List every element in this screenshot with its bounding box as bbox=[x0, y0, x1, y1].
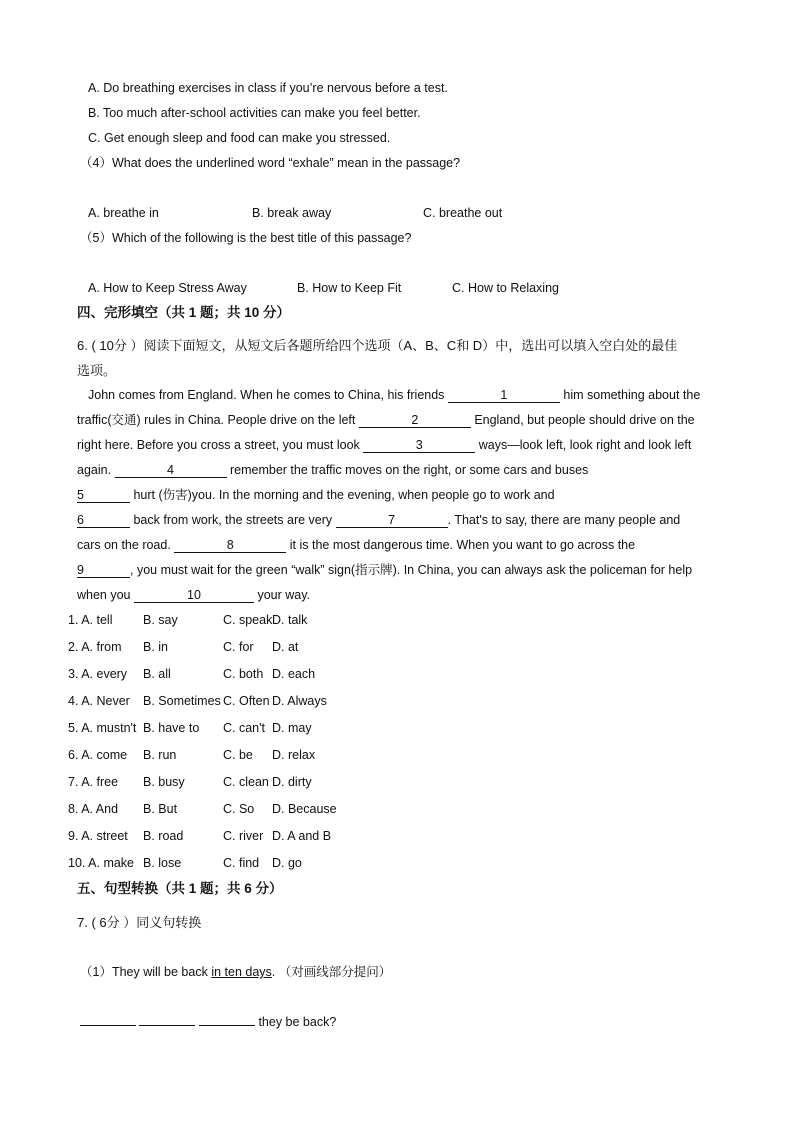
q7-prompt: 7. ( 6分 ）同义句转换 bbox=[77, 915, 202, 930]
choice-option[interactable]: B. all bbox=[143, 667, 171, 681]
choice-option[interactable]: 8. A. And bbox=[68, 802, 119, 816]
choice-option[interactable]: C. find bbox=[223, 856, 260, 870]
q4-option-a: A. breathe in bbox=[88, 206, 159, 220]
choice-option[interactable]: B. in bbox=[143, 640, 169, 654]
choice-option[interactable]: 3. A. every bbox=[68, 667, 128, 681]
q5-option-c: C. How to Relaxing bbox=[452, 281, 559, 295]
passage-line: 6 back from work, the streets are very 7 . That's to say, there are many people and bbox=[77, 513, 681, 527]
choice-option[interactable]: 7. A. free bbox=[68, 775, 119, 789]
blank-2[interactable]: 2 bbox=[359, 413, 471, 428]
choice-option[interactable]: C. river bbox=[223, 829, 264, 843]
choice-option[interactable]: 9. A. street bbox=[68, 829, 128, 843]
choice-option[interactable]: D. A and B bbox=[272, 829, 332, 843]
choice-option[interactable]: D. may bbox=[272, 721, 312, 735]
section4-intro-line1: 6. ( 10分 ）阅读下面短文，从短文后各题所给四个选项（A、B、C和 D）中，选出可以填入空白处的最佳 bbox=[77, 338, 678, 353]
blank-10[interactable]: 10 bbox=[134, 588, 254, 603]
choice-option[interactable]: B. say bbox=[143, 613, 178, 627]
underlined-phrase: in ten days bbox=[211, 965, 272, 979]
choice-option[interactable]: D. go bbox=[272, 856, 302, 870]
choice-option[interactable]: 6. A. come bbox=[68, 748, 128, 762]
option-a-text: A. Do breathing exercises in class if you’re nervous before a test. bbox=[88, 81, 448, 95]
answer-blank[interactable] bbox=[139, 1025, 195, 1026]
q4-option-c: C. breathe out bbox=[423, 206, 503, 220]
passage-line: again. 4 remember the traffic moves on the right, or some cars and buses bbox=[77, 463, 589, 477]
choice-option[interactable]: 1. A. tell bbox=[68, 613, 113, 627]
choice-option[interactable]: D. Always bbox=[272, 694, 327, 708]
passage-line: right here. Before you cross a street, you must look 3 ways—look left, look right and look left bbox=[77, 438, 692, 452]
choice-option[interactable]: B. lose bbox=[143, 856, 182, 870]
blank-7[interactable]: 7 bbox=[336, 513, 448, 528]
passage-line: 5 hurt (伤害)you. In the morning and the evening, when people go to work and bbox=[77, 488, 555, 502]
choice-option[interactable]: C. speak bbox=[223, 613, 273, 627]
choice-option[interactable]: B. road bbox=[143, 829, 184, 843]
blank-6[interactable]: 6 bbox=[77, 513, 130, 528]
choice-option[interactable]: D. talk bbox=[272, 613, 308, 627]
choice-option[interactable]: D. relax bbox=[272, 748, 316, 762]
choice-option[interactable]: C. be bbox=[223, 748, 253, 762]
choice-option[interactable]: D. Because bbox=[272, 802, 337, 816]
choice-option[interactable]: B. run bbox=[143, 748, 177, 762]
section4-intro-line2: 选项。 bbox=[77, 363, 117, 378]
q4-prompt: （4）What does the underlined word “exhale” mean in the passage? bbox=[80, 156, 461, 170]
choice-option[interactable]: B. busy bbox=[143, 775, 185, 789]
choice-option[interactable]: 2. A. from bbox=[68, 640, 122, 654]
q4-option-b: B. break away bbox=[252, 206, 332, 220]
choice-option[interactable]: 4. A. Never bbox=[68, 694, 130, 708]
choice-option[interactable]: B. have to bbox=[143, 721, 200, 735]
section4-heading: 四、完形填空（共 1 题；共 10 分） bbox=[77, 305, 291, 320]
answer-blank[interactable] bbox=[199, 1025, 255, 1026]
q7-answer-line: they be back? bbox=[80, 1014, 336, 1030]
choice-option[interactable]: C. So bbox=[223, 802, 255, 816]
choice-option[interactable]: B. Sometimes bbox=[143, 694, 221, 708]
q7-sentence-1: （1）They will be back in ten days. （对画线部分提问） bbox=[80, 965, 392, 979]
choice-option[interactable]: 5. A. mustn't bbox=[68, 721, 137, 735]
q5-prompt: （5）Which of the following is the best title of this passage? bbox=[80, 231, 412, 245]
section5-heading: 五、句型转换（共 1 题；共 6 分） bbox=[77, 881, 283, 896]
passage-line: traffic(交通) rules in China. People drive on the left 2 England, but people should drive on the bbox=[77, 413, 695, 427]
blank-1[interactable]: 1 bbox=[448, 388, 560, 403]
option-c-text: C. Get enough sleep and food can make you stressed. bbox=[88, 131, 391, 145]
passage-line: 9 , you must wait for the green “walk” sign(指示牌). In China, you can always ask the policeman for help bbox=[77, 563, 693, 577]
blank-8[interactable]: 8 bbox=[174, 538, 286, 553]
passage-line: when you 10 your way. bbox=[77, 588, 311, 602]
passage-line: cars on the road. 8 it is the most dangerous time. When you want to go across the bbox=[77, 538, 636, 552]
option-b-text: B. Too much after-school activities can make you feel better. bbox=[88, 106, 421, 120]
choice-option[interactable]: B. But bbox=[143, 802, 178, 816]
blank-5[interactable]: 5 bbox=[77, 488, 130, 503]
blank-3[interactable]: 3 bbox=[363, 438, 475, 453]
blank-4[interactable]: 4 bbox=[115, 463, 227, 478]
choice-option[interactable]: C. can't bbox=[223, 721, 265, 735]
passage-line: John comes from England. When he comes to China, his friends 1 him something about the bbox=[88, 388, 701, 402]
choice-option[interactable]: C. clean bbox=[223, 775, 269, 789]
blank-9[interactable]: 9 bbox=[77, 563, 130, 578]
answer-blank[interactable] bbox=[80, 1025, 136, 1026]
choice-option[interactable]: C. for bbox=[223, 640, 254, 654]
q5-option-b: B. How to Keep Fit bbox=[297, 281, 402, 295]
q5-option-a: A. How to Keep Stress Away bbox=[88, 281, 247, 295]
choice-option[interactable]: D. at bbox=[272, 640, 299, 654]
choice-option[interactable]: C. both bbox=[223, 667, 264, 681]
choice-option[interactable]: 10. A. make bbox=[68, 856, 135, 870]
choice-option[interactable]: D. dirty bbox=[272, 775, 312, 789]
choice-option[interactable]: D. each bbox=[272, 667, 316, 681]
choice-option[interactable]: C. Often bbox=[223, 694, 270, 708]
